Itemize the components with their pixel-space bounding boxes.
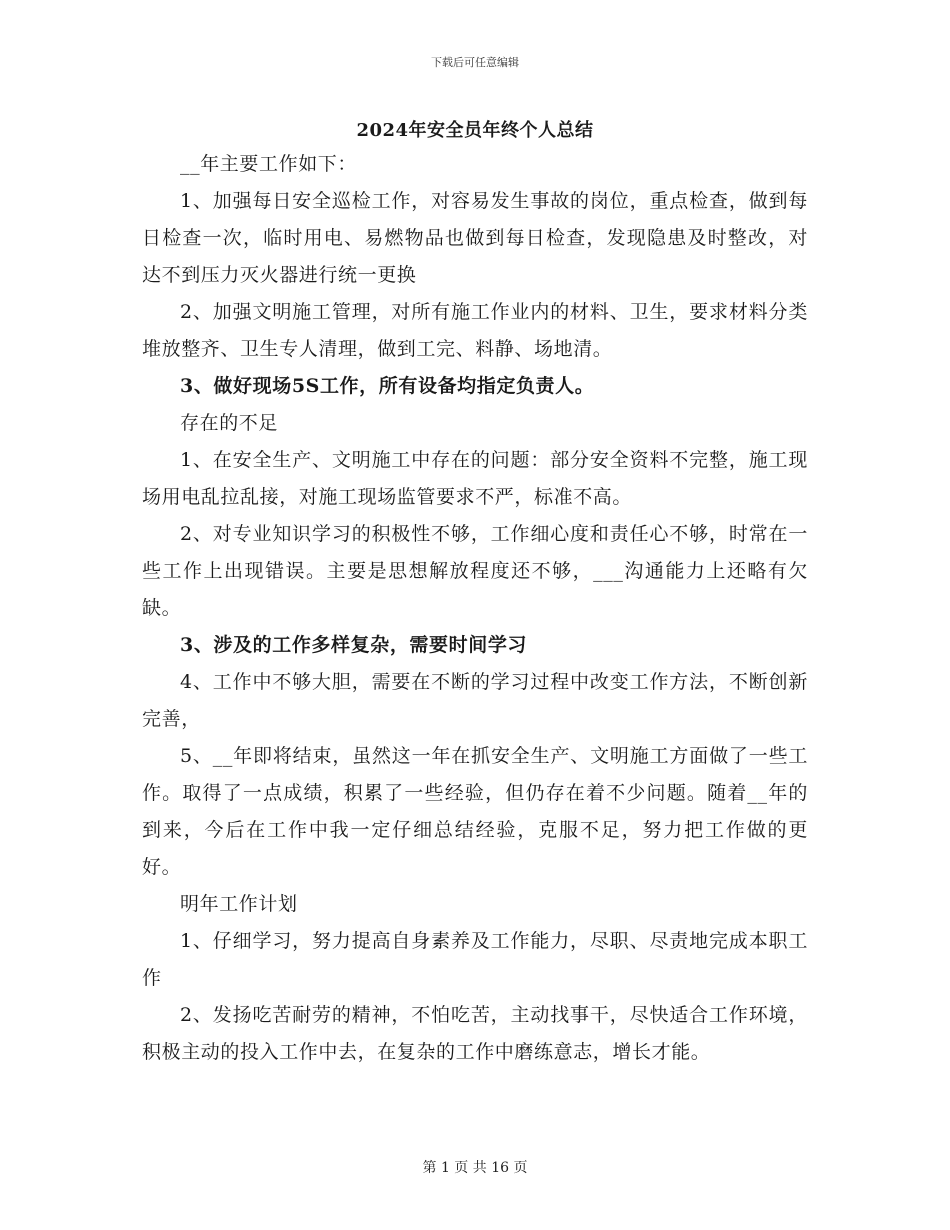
work-item-1: 1、加强每日安全巡检工作，对容易发生事故的岗位，重点检查，做到每日检查一次，临时用电、易燃物品也做到每日检查，发现隐患及时整改，对达不到压力灭火器进行统一更换 — [142, 190, 808, 286]
document-title: 2024年安全员年终个人总结 — [356, 120, 594, 141]
shortcoming-item-1: 1、在安全生产、文明施工中存在的问题：部分安全资料不完整，施工现场用电乱拉乱接，对施工现场监管要求不严，标准不高。 — [142, 449, 808, 508]
document-body — [142, 146, 808, 1071]
shortcoming-item-3: 3、涉及的工作多样复杂，需要时间学习 — [180, 634, 528, 656]
section-heading-plan: 明年工作计划 — [180, 893, 298, 915]
work-item-2: 2、加强文明施工管理，对所有施工作业内的材料、卫生，要求材料分类堆放整齐、卫生专人清理，做到工完、料静、场地清。 — [142, 301, 808, 360]
plan-item-2: 2、发扬吃苦耐劳的精神，不怕吃苦，主动找事干，尽快适合工作环境，积极主动的投入工作中去，在复杂的工作中磨练意志，增长才能。 — [142, 1004, 808, 1063]
shortcoming-item-2: 2、对专业知识学习的积极性不够，工作细心度和责任心不够，时常在一些工作上出现错误。主要是思想解放程度还不够，___沟通能力上还略有欠缺。 — [142, 523, 808, 619]
page-number: 第 1 页 共 16 页 — [422, 1160, 528, 1176]
section-heading-shortcomings: 存在的不足 — [180, 412, 279, 434]
plan-item-1: 1、仔细学习，努力提高自身素养及工作能力，尽职、尽责地完成本职工作 — [142, 930, 808, 989]
shortcoming-item-5: 5、__年即将结束，虽然这一年在抓安全生产、文明施工方面做了一些工作。取得了一点成绩，积累了一些经验，但仍存在着不少问题。随着__年的到来，今后在工作中我一定仔细总结经验，克服不足，努力把工作做的更好。 — [142, 745, 808, 878]
work-item-3: 3、做好现场5S工作，所有设备均指定负责人。 — [180, 375, 595, 397]
intro-paragraph: __年主要工作如下： — [180, 153, 358, 175]
page-header-note: 下载后可任意编辑 — [431, 56, 519, 69]
shortcoming-item-4: 4、工作中不够大胆，需要在不断的学习过程中改变工作方法，不断创新完善， — [142, 671, 808, 730]
